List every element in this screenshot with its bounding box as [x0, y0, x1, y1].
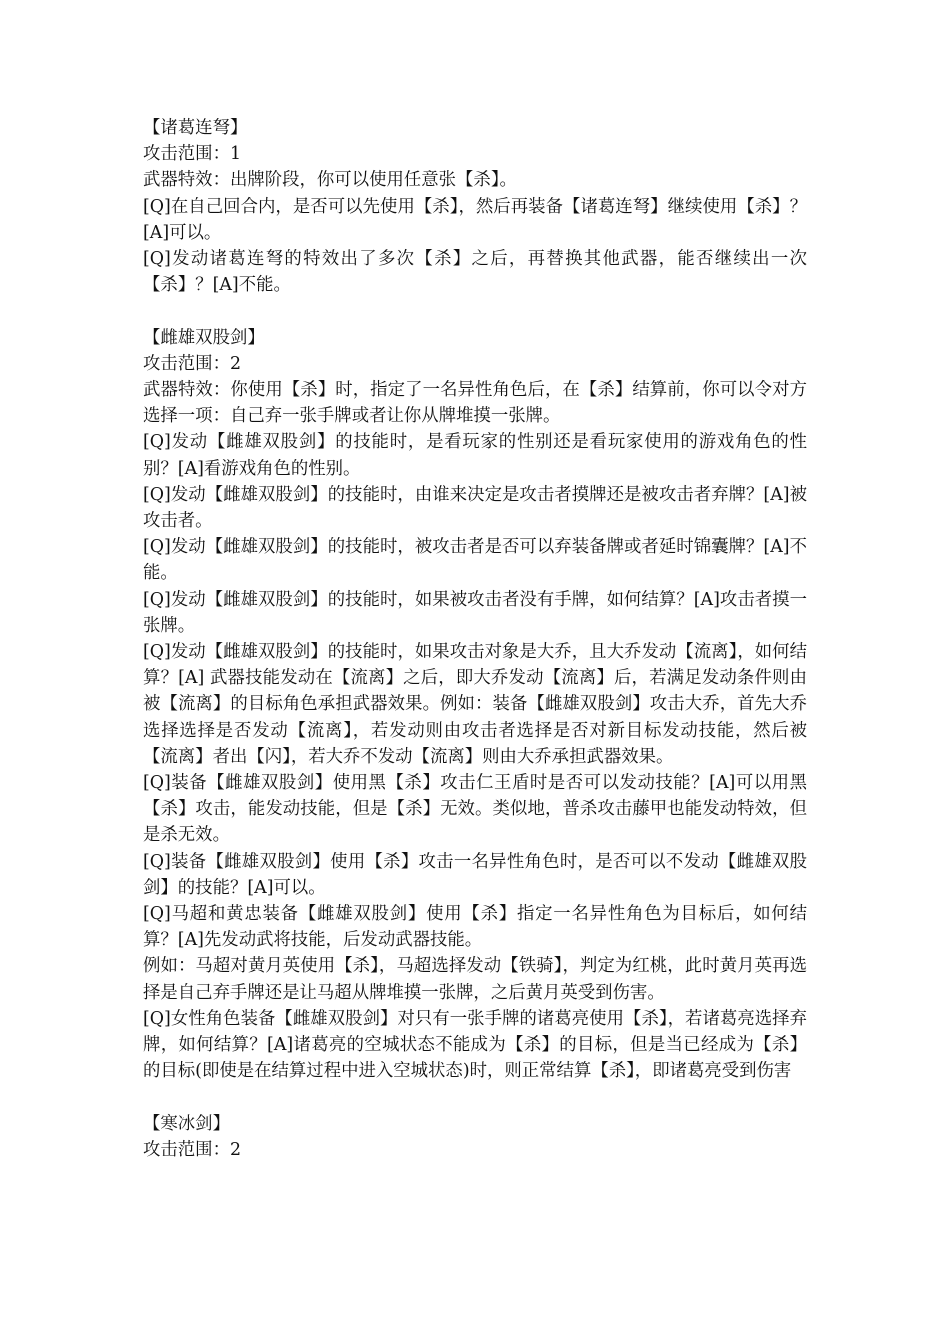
qa-paragraph: [Q]装备【雌雄双股剑】使用【杀】攻击一名异性角色时，是否可以不发动【雌雄双股剑】的技能？[A]可以。 [143, 851, 807, 898]
qa-paragraph: [Q]女性角色装备【雌雄双股剑】对只有一张手牌的诸葛亮使用【杀】，若诸葛亮选择弃牌，如何结算？[A]诸葛亮的空城状态不能成为【杀】的目标，但是当已经成为【杀】的目标(即使是在结算过程中进入空城状态)时，则正常结算【杀】，即诸葛亮受到伤害 [143, 1008, 807, 1082]
section-spacer [143, 1085, 807, 1111]
section-double-swords [143, 325, 807, 1085]
qa-paragraph: [Q]装备【雌雄双股剑】使用黑【杀】攻击仁王盾时是否可以发动技能？[A]可以用黑【杀】攻击，能发动技能，但是【杀】无效。类似地，普杀攻击藤甲也能发动特效，但是杀无效。 [143, 773, 807, 846]
example-paragraph: 例如：马超对黄月英使用【杀】，马超选择发动【铁骑】，判定为红桃，此时黄月英再选择是自己弃手牌还是让马超从牌堆摸一张牌，之后黄月英受到伤害。 [143, 956, 807, 1003]
attack-range: 攻击范围：1 [143, 144, 242, 165]
effect-paragraph: 武器特效：出牌阶段，你可以使用任意张【杀】。 [143, 170, 517, 191]
qa-paragraph: [Q]发动【雌雄双股剑】的技能时，被攻击者是否可以弃装备牌或者延时锦囊牌？[A]不能。 [143, 537, 807, 584]
section-title: 【寒冰剑】 [143, 1113, 230, 1134]
qa-paragraph: [Q]发动【雌雄双股剑】的技能时，由谁来决定是攻击者摸牌还是被攻击者弃牌？[A]被攻击者。 [143, 484, 807, 532]
qa-paragraph: [Q]发动【雌雄双股剑】的技能时，如果攻击对象是大乔，且大乔发动【流离】，如何结算？[A] 武器技能发动在【流离】之后，即大乔发动【流离】后，若满足发动条件则由被【流离】的目标角色承担武器效果。例如：装备【雌雄双股剑】攻击大乔，首先大乔选择选择是否发动【流离】，若发动则由攻击者选择是否对新目标发动技能，然后被【流离】者出【闪】，若大乔不发动【流离】则由大乔承担武器效果。 [143, 642, 807, 767]
attack-range: 攻击范围：2 [143, 1139, 242, 1160]
section-title: 【雌雄双股剑】 [143, 327, 265, 348]
qa-paragraph: [Q]发动【雌雄双股剑】的技能时，如果被攻击者没有手牌，如何结算？[A]攻击者摸一张牌。 [143, 589, 807, 636]
section-spacer [143, 298, 807, 324]
document-page [143, 115, 807, 1163]
section-zhuge-crossbow [143, 115, 807, 298]
qa-paragraph: [Q]发动诸葛连弩的特效出了多次【杀】之后，再替换其他武器，能否继续出一次【杀】？[A]不能。 [143, 249, 807, 296]
qa-paragraph: [Q]在自己回合内，是否可以先使用【杀】，然后再装备【诸葛连弩】继续使用【杀】？[A]可以。 [143, 196, 807, 243]
qa-paragraph: [Q]发动【雌雄双股剑】的技能时，是看玩家的性别还是看玩家使用的游戏角色的性别？[A]看游戏角色的性别。 [143, 432, 807, 479]
section-ice-sword [143, 1111, 807, 1163]
effect-paragraph: 武器特效：你使用【杀】时，指定了一名异性角色后，在【杀】结算前，你可以令对方选择一项：自己弃一张手牌或者让你从牌堆摸一张牌。 [143, 380, 807, 427]
attack-range: 攻击范围：2 [143, 353, 242, 374]
section-title: 【诸葛连弩】 [143, 118, 248, 138]
qa-paragraph: [Q]马超和黄忠装备【雌雄双股剑】使用【杀】指定一名异性角色为目标后，如何结算？[A]先发动武将技能，后发动武器技能。 [143, 904, 807, 951]
